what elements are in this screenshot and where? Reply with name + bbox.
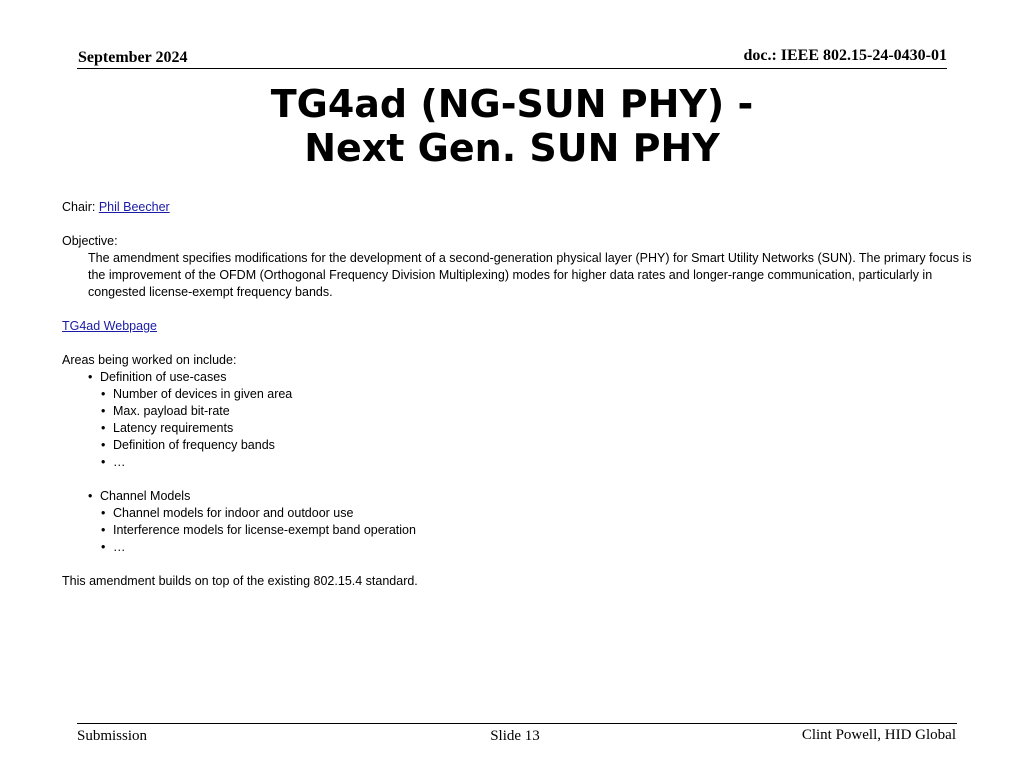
bullet-icon: [101, 438, 113, 452]
slide-title: [0, 82, 1024, 170]
chair-label: Chair:: [62, 200, 99, 214]
footer-slide-number: Slide 13: [490, 728, 540, 744]
footer-divider: [77, 723, 957, 724]
list-item: • Interference models for license-exempt band operation: [88, 522, 992, 539]
area-title: Definition of use-cases: [100, 370, 227, 384]
bullet-icon: [101, 523, 113, 537]
slide-title-line-1: TG4ad (NG-SUN PHY) -: [270, 82, 754, 126]
header-doc-id: doc.: IEEE 802.15-24-0430-01: [743, 47, 947, 64]
bullet-icon: [101, 506, 113, 520]
chair-link[interactable]: Phil Beecher: [98, 200, 170, 214]
bullet-icon: [101, 421, 113, 435]
bullet-icon: [101, 404, 113, 418]
area-item: [62, 369, 992, 471]
area-item: [62, 488, 992, 556]
header-date: September 2024: [78, 49, 188, 66]
slide-title-line-2: Next Gen. SUN PHY: [304, 126, 720, 170]
list-item: • …: [88, 454, 992, 471]
list-item: • …: [88, 539, 992, 556]
tg4ad-webpage-link[interactable]: TG4ad Webpage: [62, 319, 157, 333]
areas-label: Areas being worked on include:: [62, 353, 237, 367]
bullet-icon: [101, 540, 113, 554]
list-item: • Max. payload bit-rate: [88, 403, 992, 420]
header-divider: [77, 68, 947, 69]
list-item: • Number of devices in given area: [88, 386, 992, 403]
list-item: • Definition of frequency bands: [88, 437, 992, 454]
footer-author: Clint Powell, HID Global: [801, 727, 956, 743]
area-sublist: [88, 505, 992, 556]
list-item: • Latency requirements: [88, 420, 992, 437]
list-item: • Channel models for indoor and outdoor use: [88, 505, 992, 522]
slide-content: [62, 199, 992, 590]
closing-text: This amendment builds on top of the existing 802.15.4 standard.: [62, 574, 418, 588]
bullet-icon: [88, 370, 100, 384]
area-title: Channel Models: [100, 489, 191, 503]
bullet-icon: [101, 387, 113, 401]
area-sublist: [88, 386, 992, 471]
objective-label: Objective:: [62, 234, 118, 248]
footer-submission: Submission: [77, 728, 148, 744]
bullet-icon: [88, 489, 100, 503]
chair-line: [62, 199, 992, 216]
objective-text: The amendment specifies modifications for the development of a second-generation physical layer (PHY) for Smart Utility Networks (SUN). The primary focus is the improvement of the OFDM (Orthogonal Frequency Division Multiplexing) modes for higher data rates and longer-range communication, particularly in congested license-exempt frequency bands.: [88, 251, 972, 299]
areas-list: [62, 369, 992, 556]
bullet-icon: [101, 455, 113, 469]
